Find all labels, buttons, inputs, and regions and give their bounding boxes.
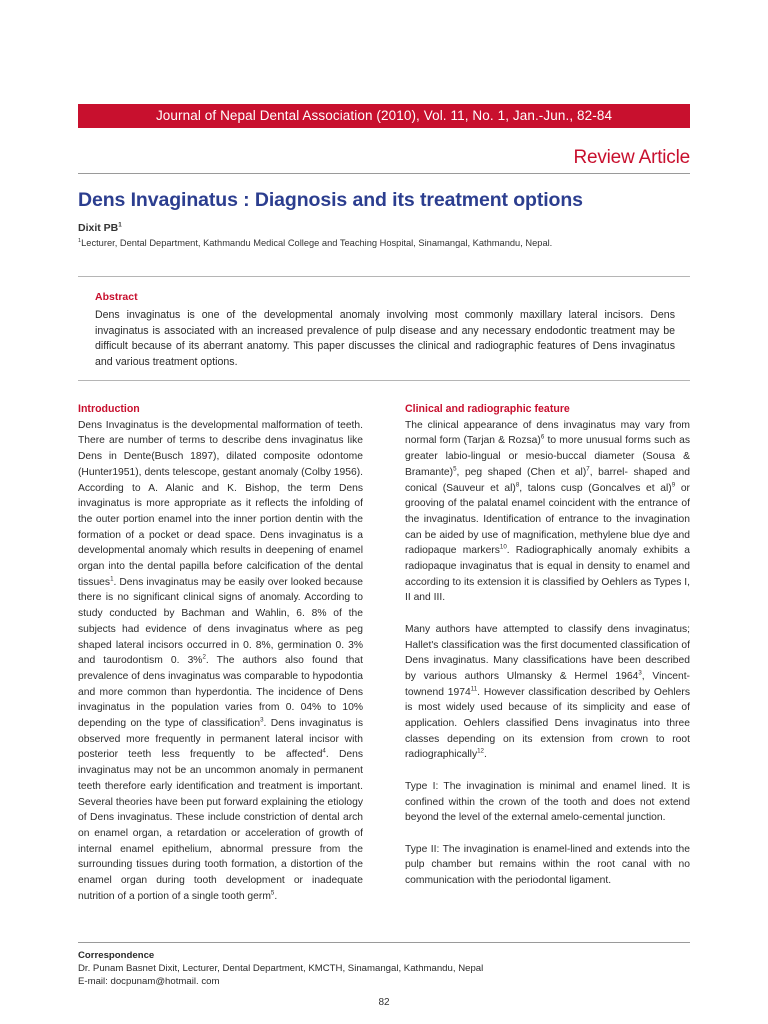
correspondence-heading: Correspondence — [78, 950, 155, 961]
clinical-paragraph-1 — [405, 418, 690, 606]
correspondence-email: E-mail: docpunam@hotmail. com — [78, 976, 220, 987]
correspondence-footer — [78, 942, 690, 988]
abstract-heading: Abstract — [95, 291, 138, 303]
clinical-text: , Vincent-townend 1974 — [405, 670, 690, 698]
left-column — [78, 402, 363, 905]
affiliation-text: Lecturer, Dental Department, Kathmandu Medical College and Teaching Hospital, Sinamangal, Kathmandu, Nepal. — [81, 238, 553, 248]
introduction-paragraph — [78, 418, 363, 905]
citation-marker: 6 — [540, 433, 545, 441]
citation-marker: 10 — [499, 543, 507, 551]
correspondence-address: Dr. Punam Basnet Dixit, Lecturer, Dental Department, KMCTH, Sinamangal, Kathmandu, Nepal — [78, 963, 484, 974]
journal-header-bar: Journal of Nepal Dental Association (2010), Vol. 11, No. 1, Jan.-Jun., 82-84 — [78, 104, 690, 128]
clinical-text: , talons cusp (Goncalves et al) — [519, 482, 672, 494]
clinical-text: . Radiographically anomaly exhibits a radiopaque invaginatus that is equal in density to enamel and according to its extension it is classified by Oehlers as Types I, II and III. — [405, 545, 690, 604]
citation-marker: 12 — [477, 748, 484, 756]
intro-text: . Dens invaginatus may be easily over looked because there is no significant clinical signs of anomaly. According to study conducted by Bachman and Wahlin, 6. 8% of the subjects had evidence of dens invaginatus where as peg shaped lateral incisors occurred in 0. 8%, germination 0. 3% and taurodontism 0. 3% — [78, 576, 363, 667]
clinical-heading: Clinical and radiographic feature — [405, 403, 570, 415]
header-divider — [78, 173, 690, 174]
citation-marker: 3 — [638, 669, 642, 677]
affiliation-line — [78, 238, 552, 248]
clinical-text: . — [484, 749, 487, 761]
right-column — [405, 402, 690, 889]
citation-marker: 8 — [515, 481, 520, 489]
clinical-text: or grooving of the palatal enamel coincident with the entrance of the invaginatus. Identification of entrance to the invagination can be aided by use of magnification, methylene blue dye and radiopaque markers — [405, 482, 690, 557]
intro-text: Dens Invaginatus is the developmental malformation of teeth. There are number of terms to describe dens invaginatus like Dens in Dente(Busch 1897), dilated composite odontome (Hunter1951), dents telescope, gestant anomaly (Colby 1956). According to A. Alanic and K. Bishop, the term Dens invaginatus is more appropriate as it reflects the infolding of the outer portion enamel into the inner portion dentin with the formation of a pocket or dead space. Dens invaginatus is a developmental anomaly which results in deepening of enamel organ into the dental papilla before calcification of the dental tissues — [78, 419, 363, 588]
citation-marker: 3 — [260, 716, 264, 724]
abstract-section — [78, 276, 690, 381]
citation-marker: 4 — [322, 748, 326, 756]
page-number: 82 — [378, 997, 390, 1008]
citation-marker: 7 — [586, 465, 590, 473]
article-title: Dens Invaginatus : Diagnosis and its treatment options — [78, 189, 583, 211]
citation-marker: 1 — [110, 575, 114, 583]
author-affiliation-marker: 1 — [118, 221, 122, 229]
introduction-heading: Introduction — [78, 403, 140, 415]
author-line — [78, 222, 122, 234]
intro-text: . Dens invaginatus is observed more frequently in permanent lateral incisor with posterior teeth less frequently to be affected — [78, 718, 363, 761]
article-type-label: Review Article — [573, 147, 690, 168]
citation-marker: 5 — [453, 465, 457, 473]
type-1-paragraph: Type I: The invagination is minimal and enamel lined. It is confined within the crown of the tooth and does not extend beyond the level of the external amelo-cemental junction. — [405, 780, 690, 824]
citation-marker: 11 — [470, 685, 478, 693]
intro-text: . Dens invaginatus may not be an uncommon anomaly in permanent teeth therefore early identification and treatment is important. Several theories have been put forward explaining the etiology of Dens invaginatus. These include constriction of dental arch on enamel organ, a retardation or acceleration of growth of internal enamel epithelium, abnormal pressure from the surrounding tissues during tooth formation, a distortion of the enamel organ during tooth development or inadequate nutrition of a portion of a single tooth germ — [78, 749, 363, 902]
clinical-paragraph-2 — [405, 622, 690, 763]
clinical-text: Many authors have attempted to classify dens invaginatus; Hallet's classification was the first documented classification of Dens invaginatus. Many classifications have been described by various authors Ulmansky & Hermel 1964 — [405, 623, 690, 682]
clinical-text: The clinical appearance of dens invaginatus may vary from normal form (Tarjan & Rozsa) — [405, 419, 690, 447]
type-2-paragraph: Type II: The invagination is enamel-lined and extends into the pulp chamber but remains within the root canal with no communication with the periodontal ligament. — [405, 843, 690, 887]
citation-marker: 5 — [270, 889, 275, 897]
intro-text: . — [274, 890, 278, 902]
citation-marker: 9 — [671, 481, 676, 489]
clinical-text: , barrel- shaped and conical (Sauveur et al) — [405, 466, 690, 494]
clinical-text: , peg shaped (Chen et al) — [456, 466, 587, 478]
clinical-text: . However classification described by Oehlers is most widely used because of its simplicity and ease of application. Oehlers classified Dens invaginatus into three classes depending on its extension from crown to root radiographically — [405, 686, 690, 761]
affiliation-marker: 1 — [78, 237, 82, 244]
citation-marker: 2 — [202, 653, 206, 661]
abstract-text: Dens invaginatus is one of the developmental anomaly involving most commonly maxillary lateral incisors. Dens invaginatus is associated with an increased prevalence of pulp disease and any necessary endodontic treatment may be difficult because of its aberrant anatomy. This paper discusses the clinical and radiographic features of Dens invaginatus and various treatment options. — [95, 309, 675, 369]
author-name: Dixit PB — [78, 222, 119, 234]
clinical-text: to more unusual forms such as greater labio-lingual or mesio-buccal diameter (Sousa & Bramante) — [405, 435, 690, 478]
intro-text: . The authors also found that prevalence of dens invaginatus was comparable to hypodontia and more common than hyperdontia. The incidence of Dens invaginatus in the population varies from 0. 04% to 10% depending on the type of classification — [78, 655, 363, 730]
